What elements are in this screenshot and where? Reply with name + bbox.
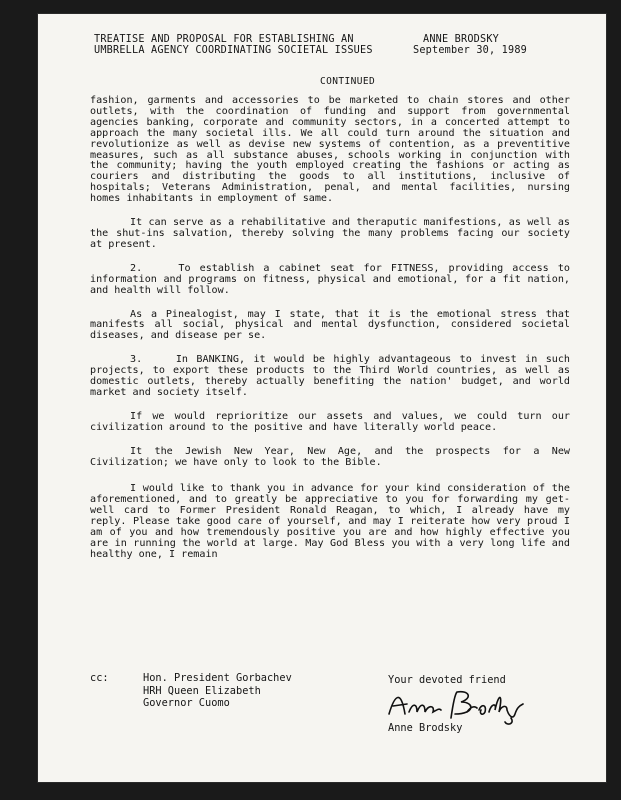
paragraph: fashion, garments and accessories to be marketed to chain stores and other outlets, with the coordination of funding and support from governmental agencies banking, corporate and community sectors, in a concerted attempt to approach the many societal ills. We all could turn around the situation and revolutionize as well as devise new systems of contention, as a preventitive measures, such as all substance abuses, schools working in conjunction with the community; having the youth employed creating the fashions or acting as couriers and distributing the goods to all institutions, inclusive of hospitals; Veterans Administration, penal, and mental facilities, nursing homes inhabitants in employment of same. — [90, 95, 570, 205]
signer-name: Anne Brodsky — [388, 722, 463, 734]
paragraph: I would like to thank you in advance for your kind consideration of the aforementioned, and to greatly be appreciative to you for forwarding my get-well card to Former President Ronald Reagan, to which, I already have my reply. Please take good care of yourself, and may I reiterate how very proud I am of you and how tremendously positive you are and how highly effective you are in running the world at large. May God Bless you with a very long life and healthy one, I remain — [90, 483, 570, 560]
author-name: ANNE BRODSKY — [423, 34, 500, 45]
cc-recipient: HRH Queen Elizabeth — [143, 684, 261, 697]
paragraph: If we would reprioritize our assets and values, we could turn our civilization around to the positive and have literally world peace. — [90, 410, 570, 433]
title-line-2: UMBRELLA AGENCY COORDINATING SOCIETAL ISSUES — [94, 45, 373, 56]
paragraph: 3. In BANKING, it would be highly advantageous to invest in such projects, to export these products to the Third World countries, as well as domestic outlets, thereby actually benefiting the nation' budget, and world market and society itself. — [90, 354, 577, 398]
handwritten-signature — [383, 684, 543, 726]
letter-date: September 30, 1989 — [413, 45, 528, 56]
title-line-1: TREATISE AND PROPOSAL FOR ESTABLISHING AN — [94, 34, 354, 45]
closing-line: Your devoted friend — [388, 674, 506, 686]
letter-page — [38, 14, 606, 782]
paragraph: It the Jewish New Year, New Age, and the prospects for a New Civilization; we have only to look to the Bible. — [90, 445, 570, 468]
paragraph: As a Pinealogist, may I state, that it is the emotional stress that manifests all social, physical and mental dysfunction, considered societal diseases, and disease per se. — [90, 308, 570, 342]
cc-recipient: Governor Cuomo — [143, 697, 230, 709]
author-block — [413, 34, 527, 56]
paragraph: It can serve as a rehabilitative and theraputic manifestions, as well as the shut-ins salvation, thereby solving the many problems facing our society at present. — [90, 217, 570, 250]
cc-list — [90, 672, 292, 710]
paragraph: 2. To establish a cabinet seat for FITNESS, providing access to information and programs on fitness, physical and emotional, for a fit nation, and health will follow. — [90, 262, 577, 296]
letter-body — [90, 95, 577, 574]
document-title — [94, 34, 373, 56]
cc-label: cc: — [90, 672, 109, 684]
continued-label: CONTINUED — [320, 76, 376, 87]
cc-recipient: Hon. President Gorbachev — [143, 672, 292, 684]
